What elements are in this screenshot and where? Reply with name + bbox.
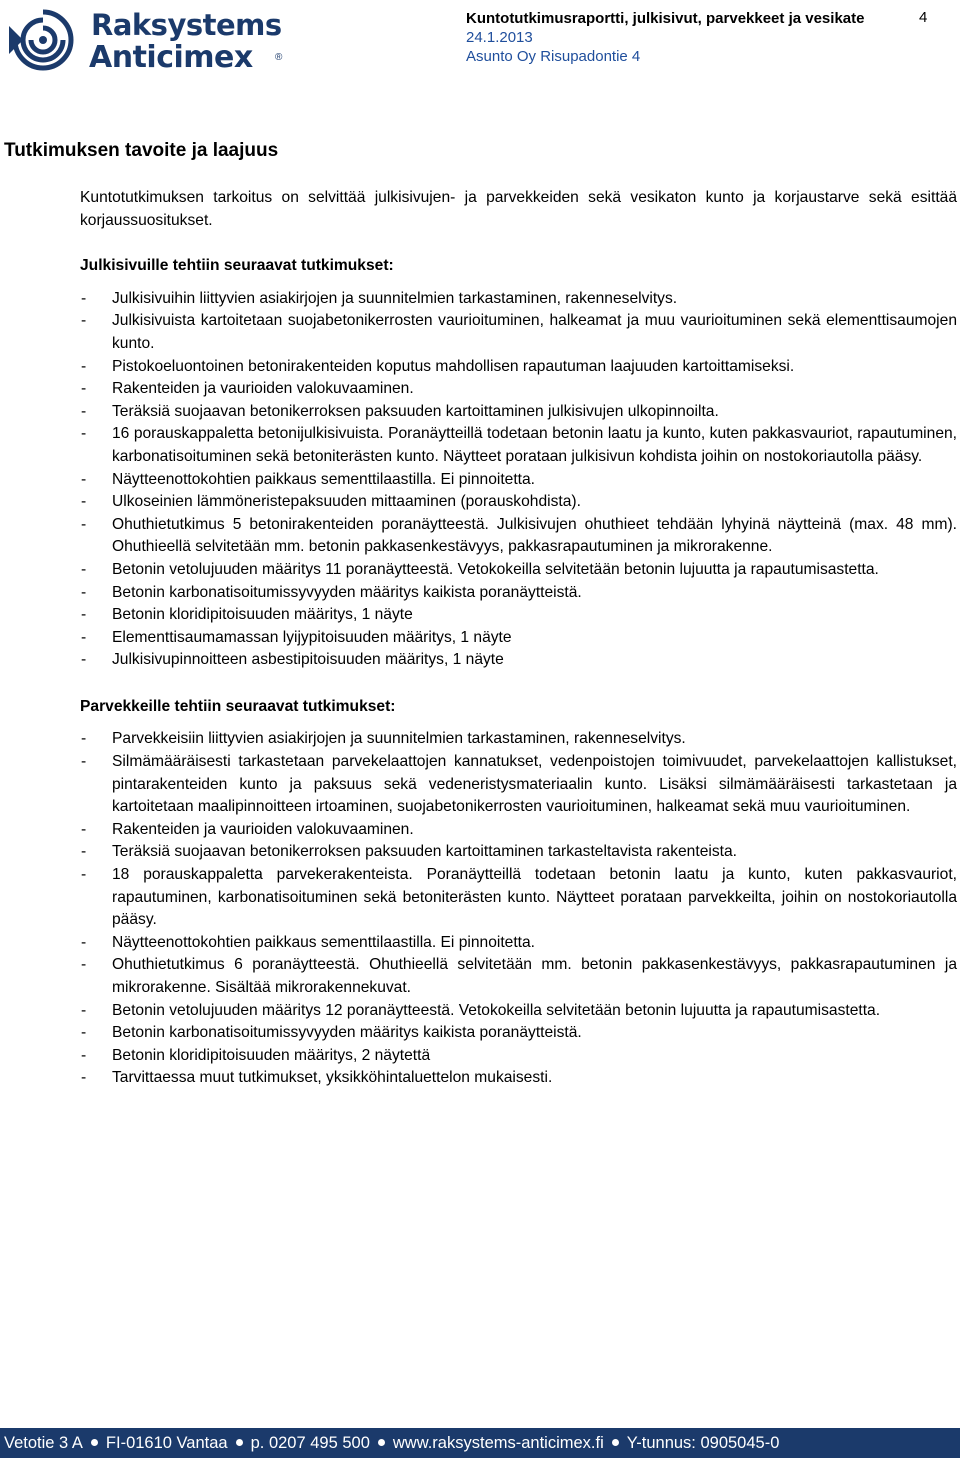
list-item: - Rakenteiden ja vaurioiden valokuvaaminen. bbox=[80, 378, 957, 401]
list-item: - Betonin karbonatisoitumissyvyyden määritys kaikista poranäytteistä. bbox=[80, 582, 957, 605]
page-footer bbox=[0, 1428, 960, 1458]
footer-address: Vetotie 3 A bbox=[4, 1434, 83, 1452]
list-item: - Näytteenottokohtien paikkaus sementtilaastilla. Ei pinnoitetta. bbox=[80, 469, 957, 492]
registered-mark: ® bbox=[275, 52, 283, 63]
footer-website: www.raksystems-anticimex.fi bbox=[392, 1434, 604, 1452]
list-item: - 16 porauskappaletta betonijulkisivuista. Poranäytteillä todetaan betonin laatu ja kunto, kuten pakkasvauriot, rapautuminen, karbonatisoituminen sekä betoniterästen kunto. Näytteet porataan julkisivun kohdista joihin on nostokoriautolla pääsy. bbox=[80, 423, 957, 468]
list-item: - Tarvittaessa muut tutkimukset, yksikköhintaluettelon mukaisesti. bbox=[80, 1067, 957, 1090]
list-item: - Rakenteiden ja vaurioiden valokuvaaminen. bbox=[80, 819, 957, 842]
page-header bbox=[0, 0, 960, 80]
footer-postal: FI-01610 Vantaa bbox=[105, 1434, 228, 1452]
bullet-dot-icon bbox=[91, 1439, 98, 1446]
report-title: Kuntotutkimusraportti, julkisivut, parvekkeet ja vesikate bbox=[466, 10, 865, 27]
list-item: - 18 porauskappaletta parvekerakenteista. Poranäytteillä todetaan betonin laatu ja kunto, kuten pakkasvauriot, rapautuminen, karbonatisoituminen sekä betoniterästen kunto. Näytteet porataan parvekkeilta, joihin on nostokoriautolla pääsy. bbox=[80, 864, 957, 932]
footer-business-id: Y-tunnus: 0905045-0 bbox=[626, 1434, 780, 1452]
section-heading: Tutkimuksen tavoite ja laajuus bbox=[4, 140, 279, 161]
list-item: - Julkisivuihin liittyvien asiakirjojen ja suunnitelmien tarkastaminen, rakenneselvitys. bbox=[80, 288, 957, 311]
balcony-list bbox=[80, 728, 957, 1090]
list-item: - Julkisivuista kartoitetaan suojabetonikerrosten vaurioituminen, halkeamat ja muu vaurioituminen sekä elementtisaumojen kunto. bbox=[80, 310, 957, 355]
bullet-dot-icon bbox=[612, 1439, 619, 1446]
list-item: - Teräksiä suojaavan betonikerroksen paksuuden kartoittaminen julkisivujen ulkopinnoilta. bbox=[80, 401, 957, 424]
list-item: - Silmämääräisesti tarkastetaan parvekelaattojen kannatukset, vedenpoistojen toimivuudet, parvekelaattojen kallistukset, pintarakenteiden kunto ja paksuus sekä vedeneristysmateriaalin kunto. Lisäksi silmämääräisesti tarkastetaan ja kartoitetaan maalipinnoitteen irtoaminen, suojabetonikerrosten vaurioituminen, halkeamat sekä muu vaurioituminen. bbox=[80, 751, 957, 819]
list-item: - Pistokoeluontoinen betonirakenteiden koputus mahdollisen rapautuman laajuuden kartoittamiseksi. bbox=[80, 356, 957, 379]
list-item: - Teräksiä suojaavan betonikerroksen paksuuden kartoittaminen tarkasteltavista rakenteista. bbox=[80, 841, 957, 864]
report-date: 24.1.2013 bbox=[466, 29, 533, 46]
list-item: - Ohuthietutkimus 6 poranäytteestä. Ohuthieellä selvitetään mm. betonin pakkasenkestävyys, pakkasrapautuminen ja mikrorakenne. Sisältää mikrorakennekuvat. bbox=[80, 954, 957, 999]
intro-paragraph: Kuntotutkimuksen tarkoitus on selvittää julkisivujen- ja parvekkeiden sekä vesikaton kunto ja korjaustarve sekä esittää korjaussuositukset. bbox=[80, 189, 957, 229]
list-item: - Julkisivupinnoitteen asbestipitoisuuden määritys, 1 näyte bbox=[80, 649, 957, 672]
list-item: - Elementtisaumamassan lyijypitoisuuden määritys, 1 näyte bbox=[80, 627, 957, 650]
bullet-dot-icon bbox=[236, 1439, 243, 1446]
logo-spiral-icon bbox=[3, 6, 83, 74]
list-item: - Parvekkeisiin liittyvien asiakirjojen ja suunnitelmien tarkastaminen, rakenneselvitys. bbox=[80, 728, 957, 751]
report-client: Asunto Oy Risupadontie 4 bbox=[466, 48, 641, 65]
list-item: - Betonin kloridipitoisuuden määritys, 2 näytettä bbox=[80, 1045, 957, 1068]
bullet-dot-icon bbox=[378, 1439, 385, 1446]
spacer bbox=[80, 672, 957, 696]
list-item: - Betonin vetolujuuden määritys 12 poranäytteestä. Vetokokeilla selvitetään betonin lujuutta ja rapautumisastetta. bbox=[80, 1000, 957, 1023]
list-item: - Betonin karbonatisoitumissyvyyden määritys kaikista poranäytteistä. bbox=[80, 1022, 957, 1045]
logo-text-anticimex: Anticimex bbox=[89, 40, 253, 75]
list-item: - Ulkoseinien lämmöneristepaksuuden mittaaminen (porauskohdista). bbox=[80, 491, 957, 514]
list-item: - Ohuthietutkimus 5 betonirakenteiden poranäytteestä. Julkisivujen ohuthieet tehdään lyhyinä näytteinä (max. 48 mm). Ohuthieellä selvitetään mm. betonin pakkasenkestävyys, pakkasrapautuminen ja mikrorakenne. bbox=[80, 514, 957, 559]
balcony-heading: Parvekkeille tehtiin seuraavat tutkimukset: bbox=[80, 697, 396, 715]
footer-phone: p. 0207 495 500 bbox=[250, 1434, 370, 1452]
document-body bbox=[80, 187, 957, 1090]
report-info bbox=[466, 9, 864, 66]
facade-list bbox=[80, 288, 957, 672]
page-number: 4 bbox=[919, 9, 928, 26]
list-item: - Betonin kloridipitoisuuden määritys, 1 näyte bbox=[80, 604, 957, 627]
facade-heading: Julkisivuille tehtiin seuraavat tutkimukset: bbox=[80, 257, 394, 275]
company-logo bbox=[3, 6, 293, 74]
list-item: - Betonin vetolujuuden määritys 11 poranäytteestä. Vetokokeilla selvitetään betonin lujuutta ja rapautumisastetta. bbox=[80, 559, 957, 582]
logo-text-raksystems: Raksystems bbox=[91, 8, 282, 42]
list-item: - Näytteenottokohtien paikkaus sementtilaastilla. Ei pinnoitetta. bbox=[80, 932, 957, 955]
